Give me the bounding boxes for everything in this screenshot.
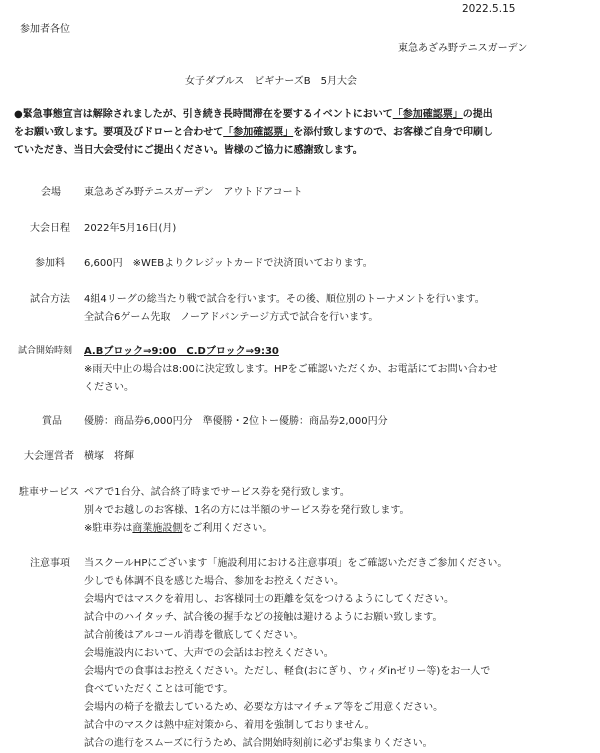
venue-value: 東急あざみ野テニスガーデン アウトドアコート <box>84 187 303 198</box>
document-title: 女子ダブルス ビギナーズB 5月大会 <box>185 76 358 87</box>
fee-label: 参加料 <box>35 258 65 269</box>
parking-line-1: ペアで1台分、試合終了時までサービス券を発行致します。 <box>84 487 350 498</box>
note-item: 会場内での食事はお控えください。ただし、軽食(おにぎり、ウィダinゼリー等)をお一人で <box>84 666 491 677</box>
prize-label: 賞品 <box>42 416 62 427</box>
format-label: 試合方法 <box>30 294 70 305</box>
confirmation-form-ref: 「参加確認票」 <box>223 127 294 138</box>
note-item: 当スクールHPにございます「施設利用における注意事項」をご確認いただきご参加ください。 <box>84 558 508 569</box>
note-item: 試合の進行をスムーズに行うため、試合開始時刻前に必ずお集まりください。 <box>84 738 433 749</box>
confirmation-form-ref: 「参加確認票」 <box>392 109 463 120</box>
notice-line: ていただき、当日大会受付にご提出ください。皆様のご協力に感謝致します。 <box>14 145 363 156</box>
note-item: 会場施設内において、大声での会話はお控えください。 <box>84 648 334 659</box>
note-item: 試合中のハイタッチ、試合後の握手などの接触は避けるようにお願い致します。 <box>84 612 443 623</box>
start-time-note-2: ください。 <box>84 382 134 393</box>
fee-value: 6,600円 ※WEBよりクレジットカードで決済頂いております。 <box>84 258 373 269</box>
notice-line: をお願い致します。要項及びドローと合わせて「参加確認票」を添付致しますので、お客様ご自身で印刷し <box>14 127 494 138</box>
commercial-facility-ref: 商業施設側 <box>132 523 183 534</box>
recipients: 参加者各位 <box>20 24 70 35</box>
document-date: 2022.5.15 <box>462 3 516 15</box>
parking-line-2: 別々でお越しのお客様、1名の方には半額のサービス券を発行致します。 <box>84 505 410 516</box>
event-date-value: 2022年5月16日(月) <box>84 223 177 234</box>
start-time-note-1: ※雨天中止の場合は8:00に決定致します。HPをご確認いただくか、お電話にてお問い合わせ <box>84 364 498 375</box>
note-item: 会場内の椅子を撤去しているため、必要な方はマイチェア等をご用意ください。 <box>84 702 444 713</box>
notice-paragraph <box>14 106 594 160</box>
venue-label: 会場 <box>41 187 61 198</box>
format-line-1: 4組4リーグの総当たり戦で試合を行います。その後、順位別のトーナメントを行います。 <box>84 294 485 305</box>
parking-line-3: ※駐車券は商業施設側をご利用ください。 <box>84 523 273 534</box>
notice-line: ●緊急事態宣言は解除されましたが、引き続き長時間滞在を要するイベントにおいて「参加確認票」の提出 <box>14 109 493 120</box>
prize-value: 優勝：商品券6,000円分 準優勝・2位トー優勝：商品券2,000円分 <box>84 416 388 427</box>
start-time-value: A.Bブロック⇒9:00 C.Dブロック⇒9:30 <box>84 346 279 357</box>
operator-value: 横塚 将輝 <box>84 451 134 462</box>
start-time-label: 試合開始時刻 <box>18 346 73 356</box>
note-item: 少しでも体調不良を感じた場合、参加をお控えください。 <box>84 576 344 587</box>
operator-label: 大会運営者 <box>24 451 74 462</box>
parking-label: 駐車サービス <box>19 487 79 498</box>
format-line-2: 全試合6ゲーム先取 ノーアドバンテージ方式で試合を行います。 <box>84 312 379 323</box>
note-item: 試合中のマスクは熱中症対策から、着用を強制しておりません。 <box>84 720 375 731</box>
organizer-name: 東急あざみ野テニスガーデン <box>398 43 528 54</box>
note-item: 試合前後はアルコール消毒を徹底してください。 <box>84 630 304 641</box>
note-item: 食べていただくことは可能です。 <box>84 684 234 695</box>
event-date-label: 大会日程 <box>30 223 70 234</box>
notes-label: 注意事項 <box>30 558 70 569</box>
note-item: 会場内ではマスクを着用し、お客様同士の距離を気をつけるようにしてください。 <box>84 594 454 605</box>
